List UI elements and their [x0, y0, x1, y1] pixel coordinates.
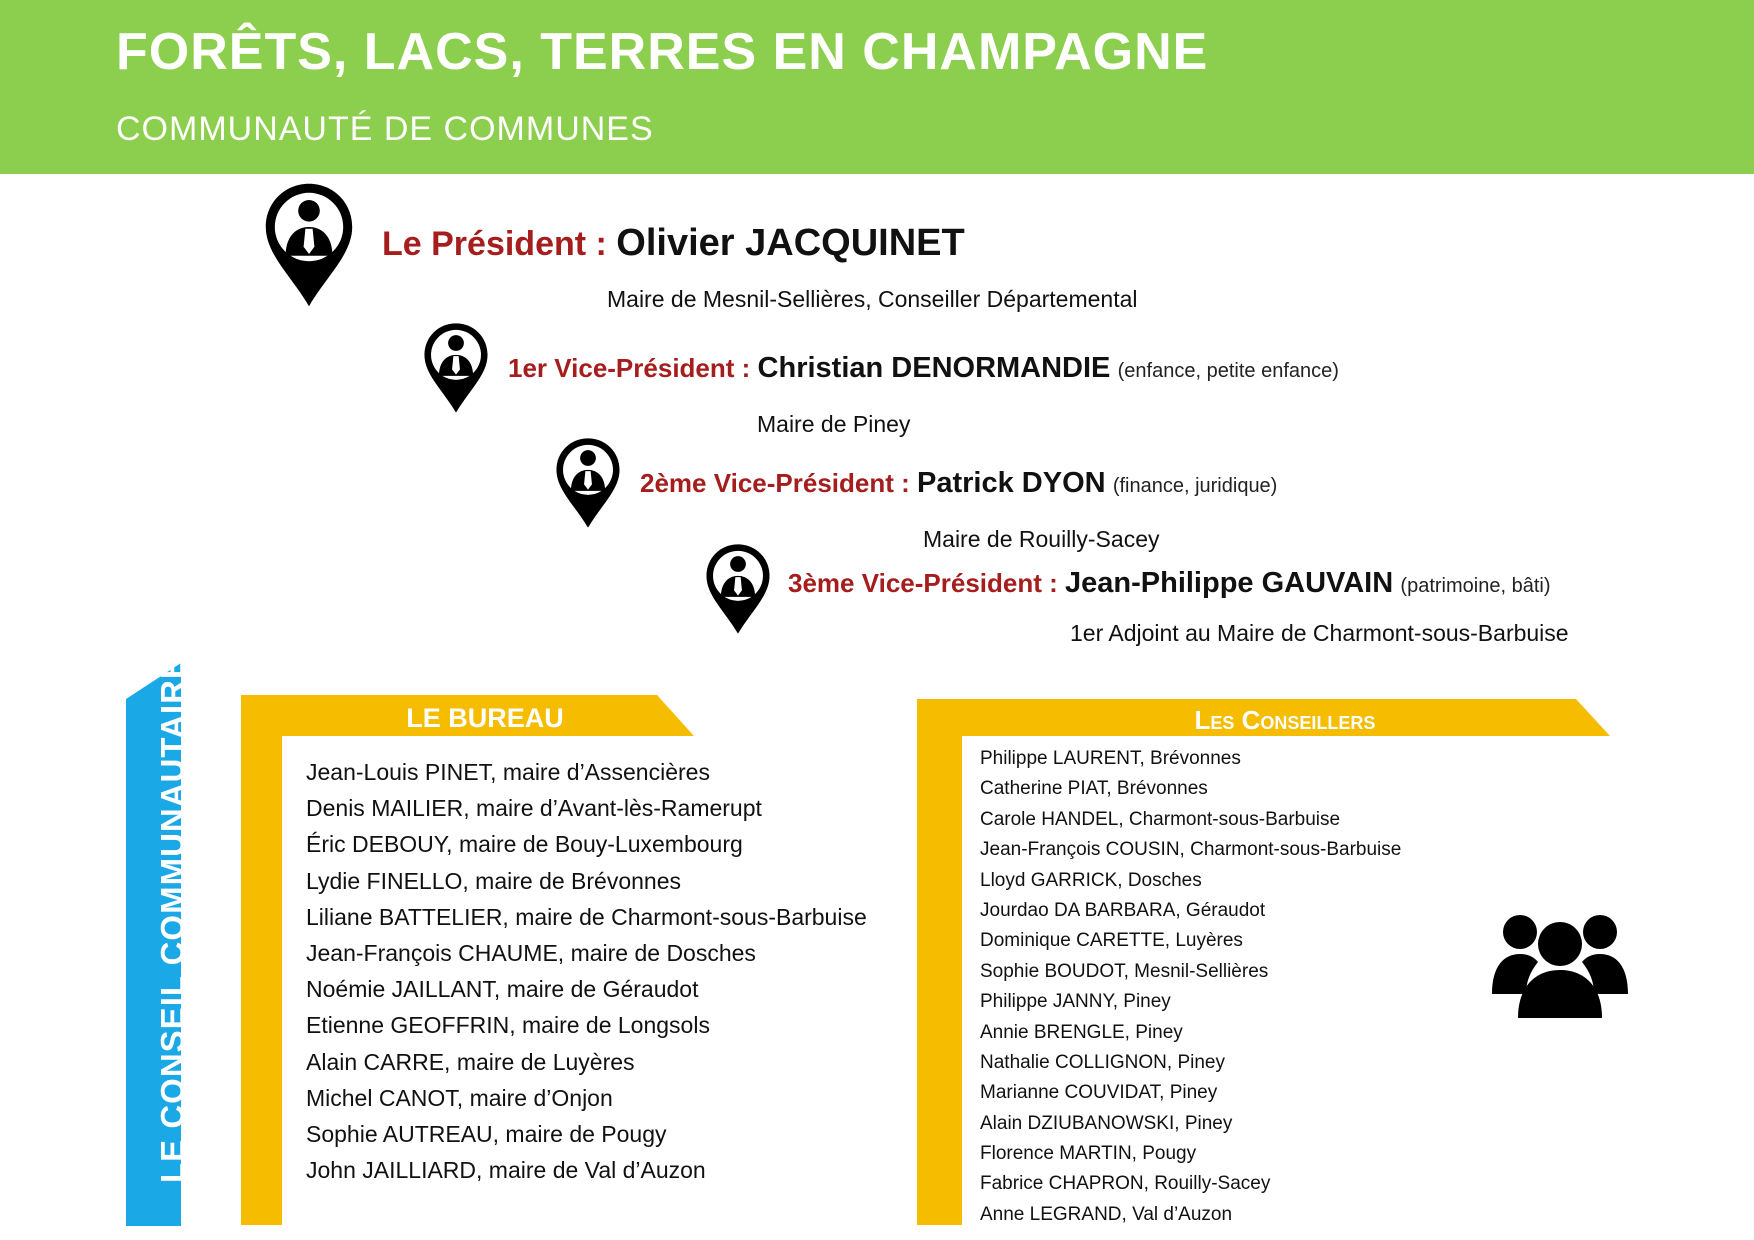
conseil-label: LE CONSEIL COMMUNAUTAIRE: [154, 656, 191, 1183]
list-item: Jean-François COUSIN, Charmont-sous-Barbuise: [980, 839, 1402, 861]
page-title: FORÊTS, LACS, TERRES EN CHAMPAGNE: [116, 23, 1209, 81]
conseillers-list: [980, 744, 1401, 1230]
person-pin-icon: [422, 322, 490, 414]
president-line: [382, 222, 965, 265]
list-item: Noémie JAILLANT, maire de Géraudot: [306, 976, 699, 1003]
conseillers-frame-bar: [917, 699, 962, 1225]
list-item: Jourdao DA BARBARA, Géraudot: [980, 899, 1266, 921]
list-item: Éric DEBOUY, maire de Bouy-Luxembourg: [306, 831, 743, 858]
vp1-name: Christian DENORMANDIE: [757, 352, 1111, 384]
president-name: Olivier JACQUINET: [616, 222, 965, 264]
vp3-name: Jean-Philippe GAUVAIN: [1065, 567, 1394, 599]
bureau-title: LE BUREAU: [406, 703, 564, 733]
vp2-description: Maire de Rouilly-Sacey: [923, 526, 1160, 552]
list-item: Denis MAILIER, maire d’Avant-lès-Ramerupt: [306, 795, 762, 822]
vp2-role: 2ème Vice-Président :: [640, 468, 910, 498]
vp1-line: [508, 352, 1339, 385]
list-item: Dominique CARETTE, Luyères: [980, 930, 1243, 952]
list-item: Florence MARTIN, Pougy: [980, 1143, 1197, 1165]
conseillers-title: Les Conseillers: [1194, 705, 1376, 735]
list-item: Jean-Louis PINET, maire d’Assencières: [306, 759, 710, 785]
list-item: Marianne COUVIDAT, Piney: [980, 1082, 1218, 1104]
list-item: Carole HANDEL, Charmont-sous-Barbuise: [980, 808, 1341, 830]
list-item: Philippe LAURENT, Brévonnes: [980, 748, 1241, 769]
vp2-portfolio: (finance, juridique): [1112, 475, 1278, 497]
vp3-line: [788, 567, 1550, 600]
president-role: Le Président :: [382, 225, 607, 263]
vp3-role: 3ème Vice-Président :: [788, 568, 1058, 598]
list-item: Michel CANOT, maire d’Onjon: [306, 1084, 613, 1111]
person-pin-icon: [263, 182, 355, 308]
list-item: Jean-François CHAUME, maire de Dosches: [306, 939, 756, 966]
list-item: Fabrice CHAPRON, Rouilly-Sacey: [980, 1173, 1271, 1195]
list-item: Catherine PIAT, Brévonnes: [980, 778, 1208, 800]
bureau-list: [306, 754, 867, 1188]
vp2-line: [640, 467, 1277, 500]
person-pin-icon: [554, 437, 622, 529]
page-subtitle: COMMUNAUTÉ DE COMMUNES: [116, 110, 654, 148]
person-pin-icon: [704, 543, 772, 635]
vp1-role: 1er Vice-Président :: [508, 353, 751, 383]
list-item: Lydie FINELLO, maire de Brévonnes: [306, 867, 681, 894]
vp1-description: Maire de Piney: [757, 411, 911, 437]
list-item: Anne LEGRAND, Val d’Auzon: [980, 1203, 1233, 1225]
list-item: Annie BRENGLE, Piney: [980, 1021, 1183, 1043]
list-item: Liliane BATTELIER, maire de Charmont-sous-Barbuise: [306, 903, 867, 930]
vp3-portfolio: (patrimoine, bâti): [1400, 575, 1551, 597]
list-item: Alain CARRE, maire de Luyères: [306, 1048, 635, 1075]
list-item: Sophie AUTREAU, maire de Pougy: [306, 1120, 667, 1147]
list-item: Alain DZIUBANOWSKI, Piney: [980, 1112, 1233, 1134]
bureau-frame-bar: [241, 695, 282, 1225]
list-item: Nathalie COLLIGNON, Piney: [980, 1051, 1225, 1073]
president-description: Maire de Mesnil-Sellières, Conseiller Départemental: [607, 286, 1138, 312]
list-item: John JAILLIARD, maire de Val d’Auzon: [306, 1157, 706, 1184]
vp1-portfolio: (enfance, petite enfance): [1117, 360, 1339, 382]
vp2-name: Patrick DYON: [917, 467, 1106, 499]
header-banner: [0, 0, 1754, 174]
list-item: Etienne GEOFFRIN, maire de Longsols: [306, 1012, 710, 1039]
list-item: Sophie BOUDOT, Mesnil-Sellières: [980, 960, 1269, 982]
list-item: Philippe JANNY, Piney: [980, 991, 1171, 1013]
list-item: Lloyd GARRICK, Dosches: [980, 869, 1202, 891]
group-people-icon: [1490, 902, 1630, 1022]
vp3-description: 1er Adjoint au Maire de Charmont-sous-Barbuise: [1070, 620, 1569, 646]
